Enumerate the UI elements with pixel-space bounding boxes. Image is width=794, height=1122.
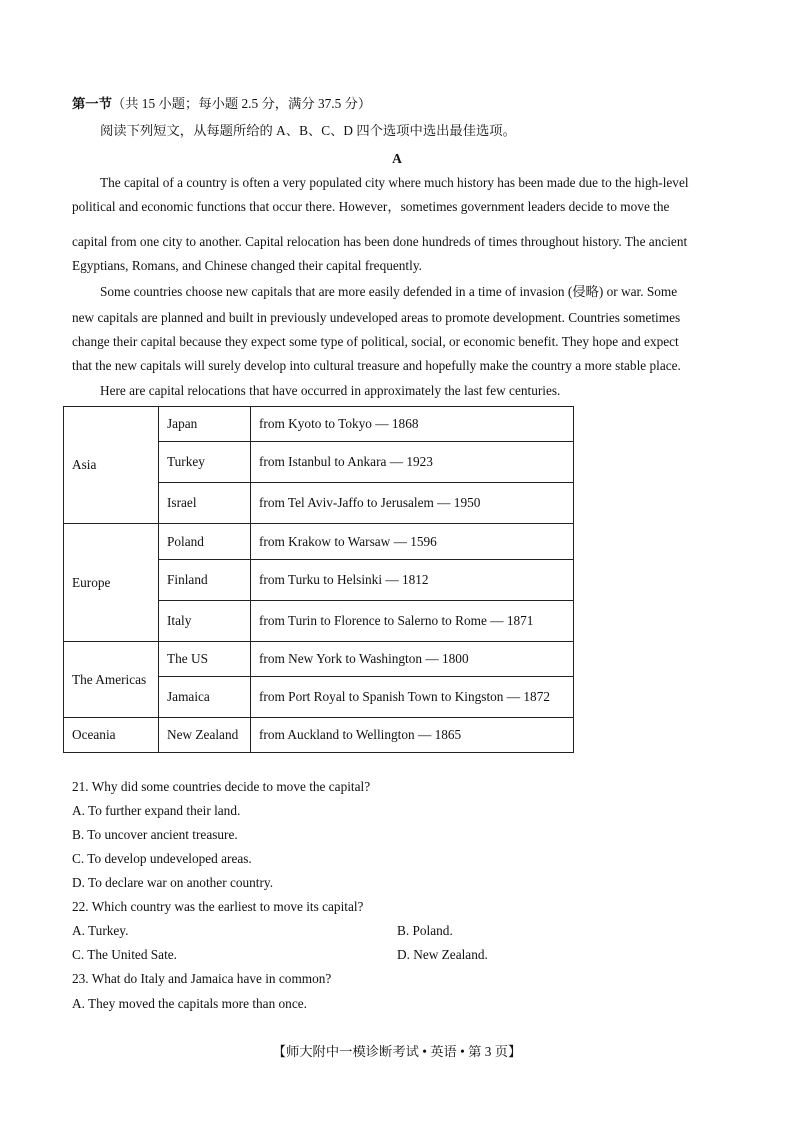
relocation-cell: from Kyoto to Tokyo — 1868 [251, 407, 574, 442]
relocation-cell: from Krakow to Warsaw — 1596 [251, 524, 574, 560]
section-instruction: 阅读下列短文，从每题所给的 A、B、C、D 四个选项中选出最佳选项。 [100, 123, 516, 138]
country-cell: Italy [159, 601, 251, 642]
relocation-cell: from Port Royal to Spanish Town to Kingston — 1872 [251, 677, 574, 718]
option-d: D. To declare war on another country. [72, 875, 274, 890]
country-cell: The US [159, 642, 251, 677]
passage-line: change their capital because they expect some type of political, social, or economic benefit. They hope and expect [72, 334, 679, 349]
relocation-cell: from New York to Washington — 1800 [251, 642, 574, 677]
region-cell: The Americas [64, 642, 159, 718]
table-row [64, 642, 574, 677]
question-stem: 22. Which country was the earliest to move its capital? [72, 899, 364, 914]
table-row [64, 524, 574, 560]
table-row [64, 407, 574, 442]
section-title: 第一节 [72, 96, 112, 111]
relocation-cell: from Auckland to Wellington — 1865 [251, 718, 574, 753]
relocation-cell: from Turku to Helsinki — 1812 [251, 560, 574, 601]
country-cell: New Zealand [159, 718, 251, 753]
passage-line: new capitals are planned and built in previously undeveloped areas to promote development. Countries sometimes [72, 310, 681, 325]
option-a: A. To further expand their land. [72, 803, 241, 818]
option-a: A. They moved the capitals more than once. [72, 996, 307, 1011]
option-c: C. To develop undeveloped areas. [72, 851, 252, 866]
country-cell: Jamaica [159, 677, 251, 718]
option-b: B. Poland. [397, 923, 453, 938]
passage-line: political and economic functions that occur there. However，sometimes government leaders decide to move the [72, 199, 670, 214]
passage-line: Some countries choose new capitals that are more easily defended in a time of invasion (侵略) or war. Some [100, 284, 678, 299]
relocation-cell: from Tel Aviv-Jaffo to Jerusalem — 1950 [251, 483, 574, 524]
region-cell: Oceania [64, 718, 159, 753]
option-b: B. To uncover ancient treasure. [72, 827, 238, 842]
region-cell: Asia [64, 407, 159, 524]
passage-line: capital from one city to another. Capital relocation has been done hundreds of times throughout history. The ancient [72, 234, 688, 249]
relocation-cell: from Istanbul to Ankara — 1923 [251, 442, 574, 483]
country-cell: Finland [159, 560, 251, 601]
table-row [64, 718, 574, 753]
country-cell: Turkey [159, 442, 251, 483]
question-stem: 21. Why did some countries decide to move the capital? [72, 779, 371, 794]
page-footer: 【师大附中一模诊断考试 • 英语 • 第 3 页】 [272, 1044, 522, 1059]
passage-line: Egyptians, Romans, and Chinese changed their capital frequently. [72, 258, 422, 273]
passage-line: that the new capitals will surely develop into cultural treasure and hopefully make the country a more stable place. [72, 358, 681, 373]
passage-line: Here are capital relocations that have occurred in approximately the last few centuries. [100, 383, 561, 398]
passage-label: A [392, 151, 402, 166]
section-note: （共 15 小题；每小题 2.5 分，满分 37.5 分） [111, 96, 372, 111]
option-c: C. The United Sate. [72, 947, 178, 962]
option-a: A. Turkey. [72, 923, 129, 938]
country-cell: Poland [159, 524, 251, 560]
region-cell: Europe [64, 524, 159, 642]
question-stem: 23. What do Italy and Jamaica have in common? [72, 971, 332, 986]
country-cell: Israel [159, 483, 251, 524]
section-heading [72, 95, 371, 113]
passage-line: The capital of a country is often a very populated city where much history has been made due to the high-level [100, 175, 689, 190]
country-cell: Japan [159, 407, 251, 442]
capital-relocation-table [63, 406, 574, 753]
relocation-cell: from Turin to Florence to Salerno to Rome — 1871 [251, 601, 574, 642]
option-d: D. New Zealand. [397, 947, 488, 962]
